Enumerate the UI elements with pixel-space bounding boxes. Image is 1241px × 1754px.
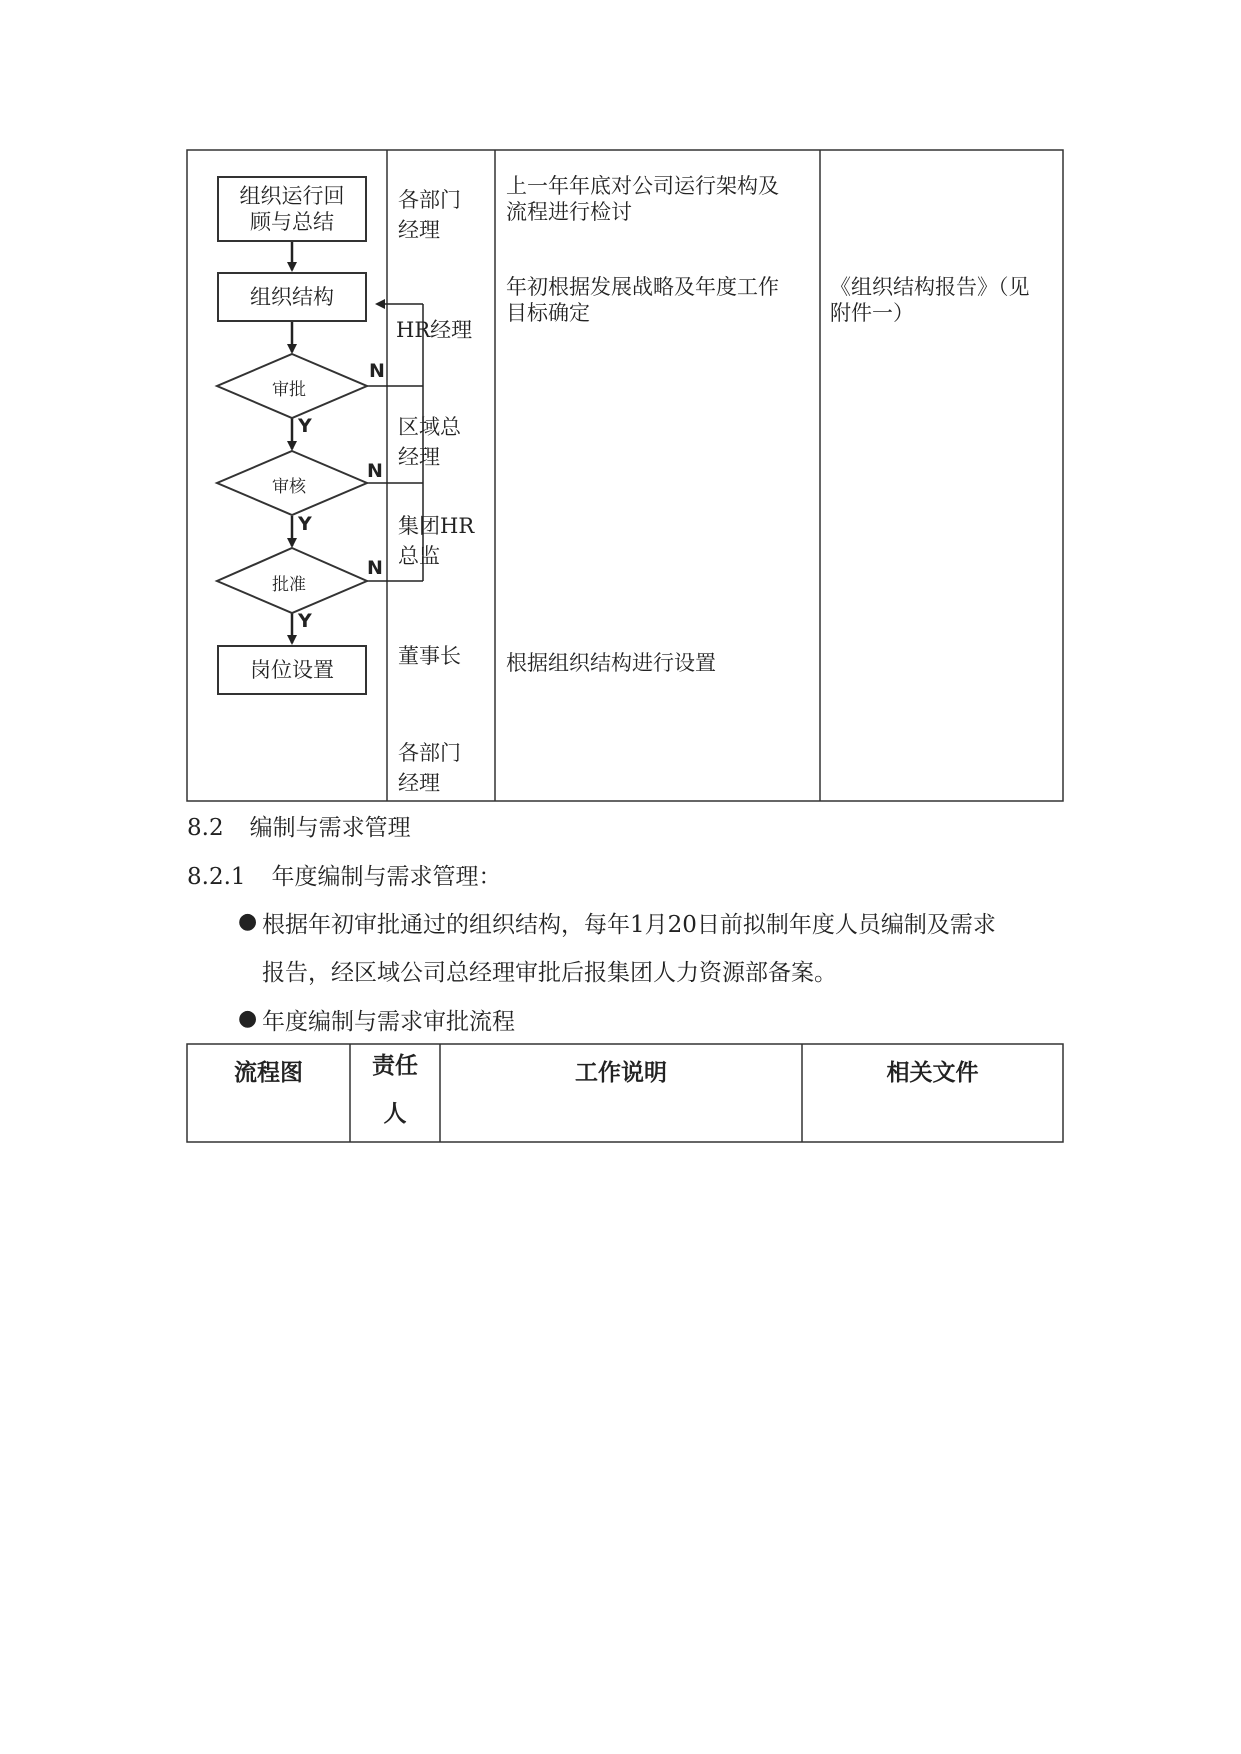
desc-1: 上一年年底对公司运行架构及 流程进行检讨 (506, 174, 779, 224)
resp-3: 区域总 经理 (398, 415, 461, 469)
desc-3: 根据组织结构进行设置 (506, 651, 716, 675)
resp-5: 董事长 (398, 644, 461, 668)
bullet-dot-icon: ● (238, 1006, 258, 1031)
resp-4: 集团HR 总监 (398, 514, 475, 568)
section-8-2-heading: 8.2 编制与需求管理 (187, 815, 411, 841)
flow-box-setup-label: 岗位设置 (250, 658, 334, 682)
flow-box-review-label: 组织运行回顾与总结 (239, 184, 345, 234)
resp-2: HR经理 (396, 318, 473, 342)
bullet-2-line-1: 年度编制与需求审批流程 (262, 1009, 515, 1035)
yes-label-1: Y (298, 415, 312, 437)
section-8-2-1-heading: 8.2.1 年度编制与需求管理： (187, 864, 502, 890)
decision-review-label: 审核 (272, 477, 306, 497)
resp-6: 各部门 经理 (398, 741, 461, 795)
header-related-docs: 相关文件 (886, 1060, 979, 1086)
no-label-3: N (367, 557, 383, 579)
bullet-dot-icon: ● (238, 909, 258, 934)
desc-2: 年初根据发展战略及年度工作 目标确定 (506, 275, 779, 325)
decision-approve-label: 审批 (272, 380, 306, 400)
no-label-1: N (369, 360, 385, 382)
no-label-2: N (367, 460, 383, 482)
header-responsible: 责任 人 (372, 1053, 418, 1127)
flow-box-structure-label: 组织结构 (250, 285, 334, 309)
yes-label-2: Y (298, 513, 312, 535)
bullet-1-line-2: 报告，经区域公司总经理审批后报集团人力资源部备案。 (262, 960, 837, 986)
resp-1: 各部门 经理 (398, 188, 461, 242)
bullet-1-line-1: 根据年初审批通过的组织结构，每年1月20日前拟制年度人员编制及需求 (262, 912, 996, 938)
doc-1: 《组织结构报告》（见 附件一） (830, 275, 1030, 325)
header-work-description: 工作说明 (575, 1060, 667, 1086)
yes-label-3: Y (298, 610, 312, 632)
decision-ratify-label: 批准 (272, 575, 306, 595)
header-flowchart: 流程图 (234, 1060, 303, 1086)
